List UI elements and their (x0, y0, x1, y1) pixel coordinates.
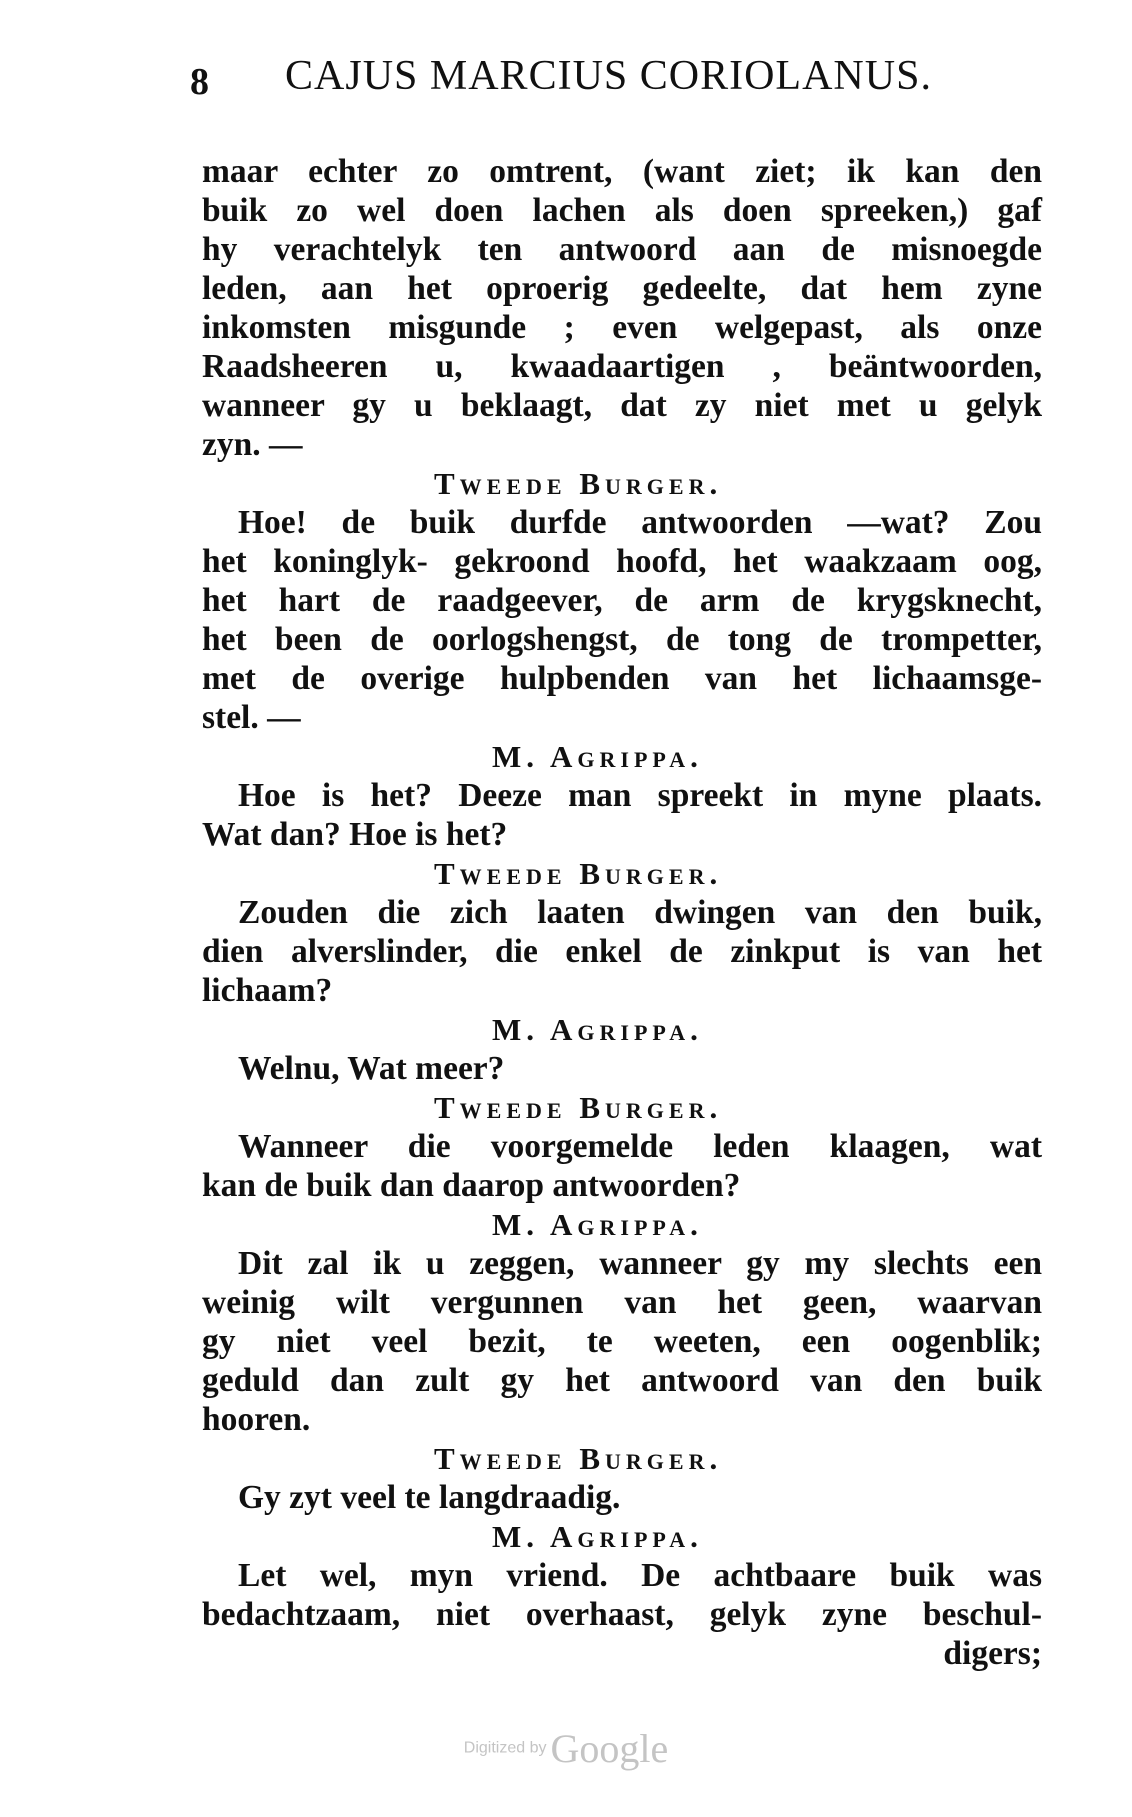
text-line: wanneer gy u beklaagt, dat zy niet met u gelyk (202, 387, 1042, 424)
text-line: kan de buik dan daarop antwoorden? (202, 1167, 741, 1204)
text-line: maar echter zo omtrent, (want ziet; ik kan den (202, 153, 1042, 190)
text-line: dien alverslinder, die enkel de zinkput is van het (202, 933, 1042, 970)
text-line: Wanneer die voorgemelde leden klaagen, wat (238, 1128, 1042, 1165)
text-line: het hart de raadgeever, de arm de krygsknecht, (202, 582, 1042, 619)
text-line: hy verachtelyk ten antwoord aan de misnoegde (202, 231, 1042, 268)
text-line: leden, aan het oproerig gedeelte, dat hem zyne (202, 270, 1042, 307)
text-line: Gy zyt veel te langdraadig. (238, 1479, 621, 1516)
speaker-heading: Tweede Burger. (434, 466, 723, 501)
text-line: Hoe is het? Deeze man spreekt in myne plaats. (238, 777, 1042, 814)
speaker-heading: Tweede Burger. (434, 1441, 723, 1476)
speaker-heading: M. Agrippa. (492, 1207, 703, 1242)
text-line: geduld dan zult gy het antwoord van den buik (202, 1362, 1042, 1399)
speaker-heading: M. Agrippa. (492, 1012, 703, 1047)
text-line: Hoe! de buik durfde antwoorden —wat? Zou (238, 504, 1042, 541)
text-line: buik zo wel doen lachen als doen spreeken,) gaf (202, 192, 1042, 229)
page-number: 8 (190, 61, 209, 103)
body-text (202, 152, 1042, 1673)
text-line: gy niet veel bezit, te weeten, een oogenblik; (202, 1323, 1042, 1360)
text-line: lichaam? (202, 972, 333, 1009)
text-line: weinig wilt vergunnen van het geen, waarvan (202, 1284, 1042, 1321)
page-header (190, 52, 950, 112)
text-line: hooren. (202, 1401, 311, 1438)
text-line: het been de oorlogshengst, de tong de trompetter, (202, 621, 1042, 658)
speaker-heading: Tweede Burger. (434, 856, 723, 891)
speaker-heading: Tweede Burger. (434, 1090, 723, 1125)
text-line: Let wel, myn vriend. De achtbaare buik was (238, 1557, 1042, 1594)
text-line: Wat dan? Hoe is het? (202, 816, 508, 853)
text-line: Welnu, Wat meer? (238, 1050, 505, 1087)
running-title: CAJUS MARCIUS CORIOLANUS. (285, 53, 932, 99)
text-line: Zouden die zich laaten dwingen van den buik, (238, 894, 1042, 931)
speaker-heading: M. Agrippa. (492, 1519, 703, 1554)
text-line: Raadsheeren u, kwaadaartigen , beäntwoorden, (202, 348, 1042, 385)
text-line: digers; (943, 1635, 1042, 1672)
text-line: het koninglyk- gekroond hoofd, het waakzaam oog, (202, 543, 1042, 580)
text-line: inkomsten misgunde ; even welgepast, als onze (202, 309, 1042, 346)
text-line: met de overige hulpbenden van het lichaamsge- (202, 660, 1042, 697)
digitization-watermark (0, 1725, 1132, 1772)
speaker-heading: M. Agrippa. (492, 739, 703, 774)
google-logo: Google (550, 1726, 669, 1771)
text-line: Dit zal ik u zeggen, wanneer gy my slechts een (238, 1245, 1042, 1282)
text-line: bedachtzaam, niet overhaast, gelyk zyne beschul- (202, 1596, 1042, 1633)
text-line: stel. — (202, 699, 301, 736)
text-line: zyn. — (202, 426, 303, 463)
digitized-by-label: Digitized by (463, 1739, 547, 1757)
